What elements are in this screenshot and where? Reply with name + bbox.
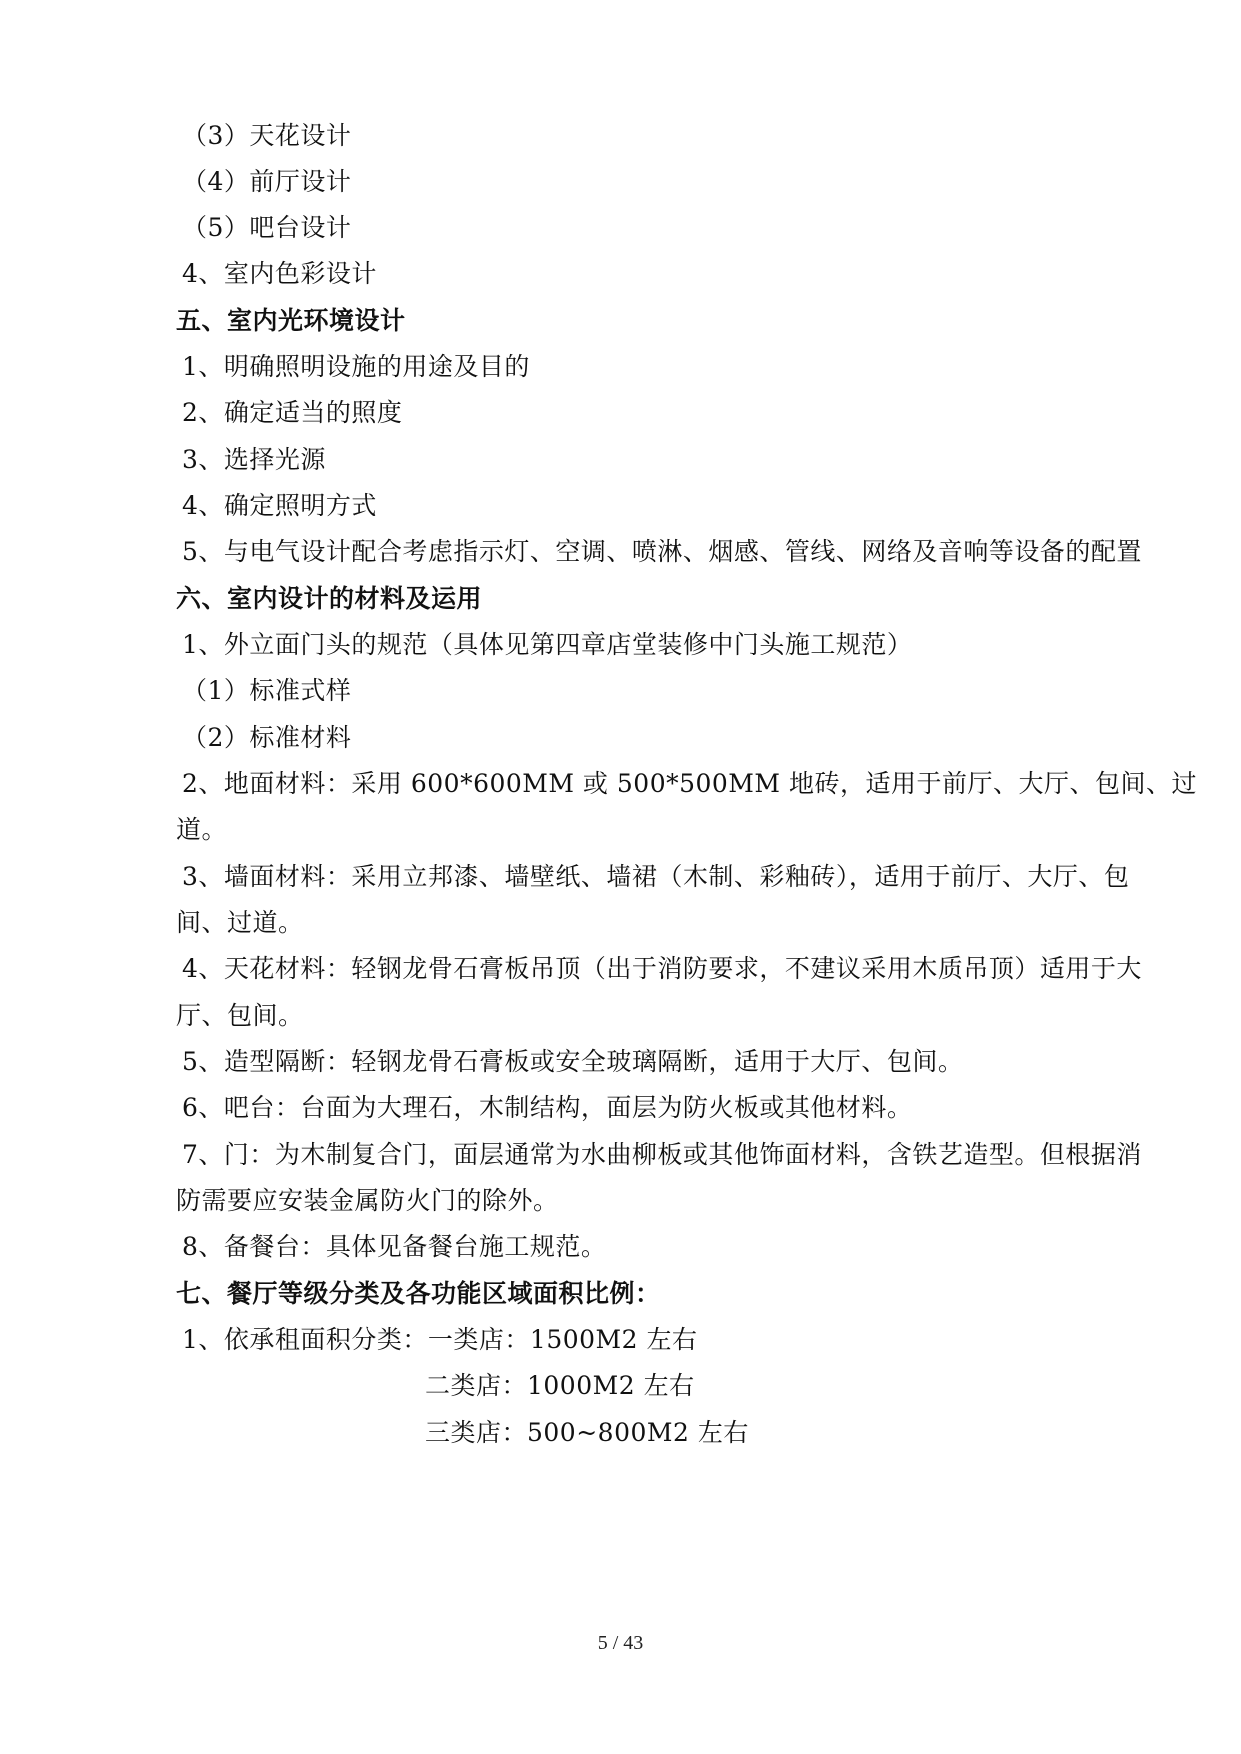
- section-heading-5: 五、室内光环境设计: [176, 306, 406, 335]
- text-line-class-3: 三类店：500~800M2 左右: [425, 1418, 749, 1447]
- text-line-beicantai: 8、备餐台：具体见备餐台施工规范。: [182, 1232, 607, 1261]
- text-line-guangyuan: 3、选择光源: [182, 445, 326, 474]
- text-line-class-2: 二类店：1000M2 左右: [425, 1371, 695, 1400]
- text-line-biaozhun-cailiao: （2）标准材料: [182, 723, 352, 752]
- text-line-tianhua-cailiao-cont: 厅、包间。: [176, 1001, 304, 1030]
- page-number: 5 / 43: [597, 1632, 644, 1654]
- section-heading-7: 七、餐厅等级分类及各功能区域面积比例：: [176, 1279, 661, 1308]
- text-line-zhaoming-fangshi: 4、确定照明方式: [182, 491, 377, 520]
- text-line-qiangmian-cont: 间、过道。: [176, 908, 304, 937]
- text-line-biaozhun-shiyang: （1）标准式样: [182, 676, 352, 705]
- text-line-dianqi: 5、与电气设计配合考虑指示灯、空调、喷淋、烟感、管线、网络及音响等设备的配置: [182, 537, 1142, 566]
- text-line-men: 7、门：为木制复合门，面层通常为水曲柳板或其他饰面材料，含铁艺造型。但根据消: [182, 1140, 1142, 1169]
- text-line-bataishe: （5）吧台设计: [182, 213, 352, 242]
- text-line-class-1: 1、依承租面积分类：一类店：1500M2 左右: [182, 1325, 698, 1354]
- text-line-tianhua-cailiao: 4、天花材料：轻钢龙骨石膏板吊顶（出于消防要求，不建议采用木质吊顶）适用于大: [182, 954, 1142, 983]
- text-line-men-cont: 防需要应安装金属防火门的除外。: [176, 1186, 559, 1215]
- text-line-dimian-cont: 道。: [176, 815, 228, 844]
- text-line-qiangmian: 3、墙面材料：采用立邦漆、墙壁纸、墙裙（木制、彩釉砖），适用于前厅、大厅、包: [182, 862, 1130, 891]
- text-line-secai: 4、室内色彩设计: [182, 259, 377, 288]
- text-line-dimian: 2、地面材料：采用 600*600MM 或 500*500MM 地砖，适用于前厅、大厅、包间、过: [182, 769, 1197, 798]
- section-heading-6: 六、室内设计的材料及运用: [176, 584, 483, 613]
- text-line-geduan: 5、造型隔断：轻钢龙骨石膏板或安全玻璃隔断，适用于大厅、包间。: [182, 1047, 964, 1076]
- text-line-zhaoming-yongtu: 1、明确照明设施的用途及目的: [182, 352, 530, 381]
- text-line-zhaodu: 2、确定适当的照度: [182, 398, 403, 427]
- text-line-tianhua: （3）天花设计: [182, 121, 352, 150]
- text-line-mentou: 1、外立面门头的规范（具体见第四章店堂装修中门头施工规范）: [182, 630, 913, 659]
- text-line-batai: 6、吧台：台面为大理石，木制结构，面层为防火板或其他材料。: [182, 1093, 913, 1122]
- text-line-qianting: （4）前厅设计: [182, 167, 352, 196]
